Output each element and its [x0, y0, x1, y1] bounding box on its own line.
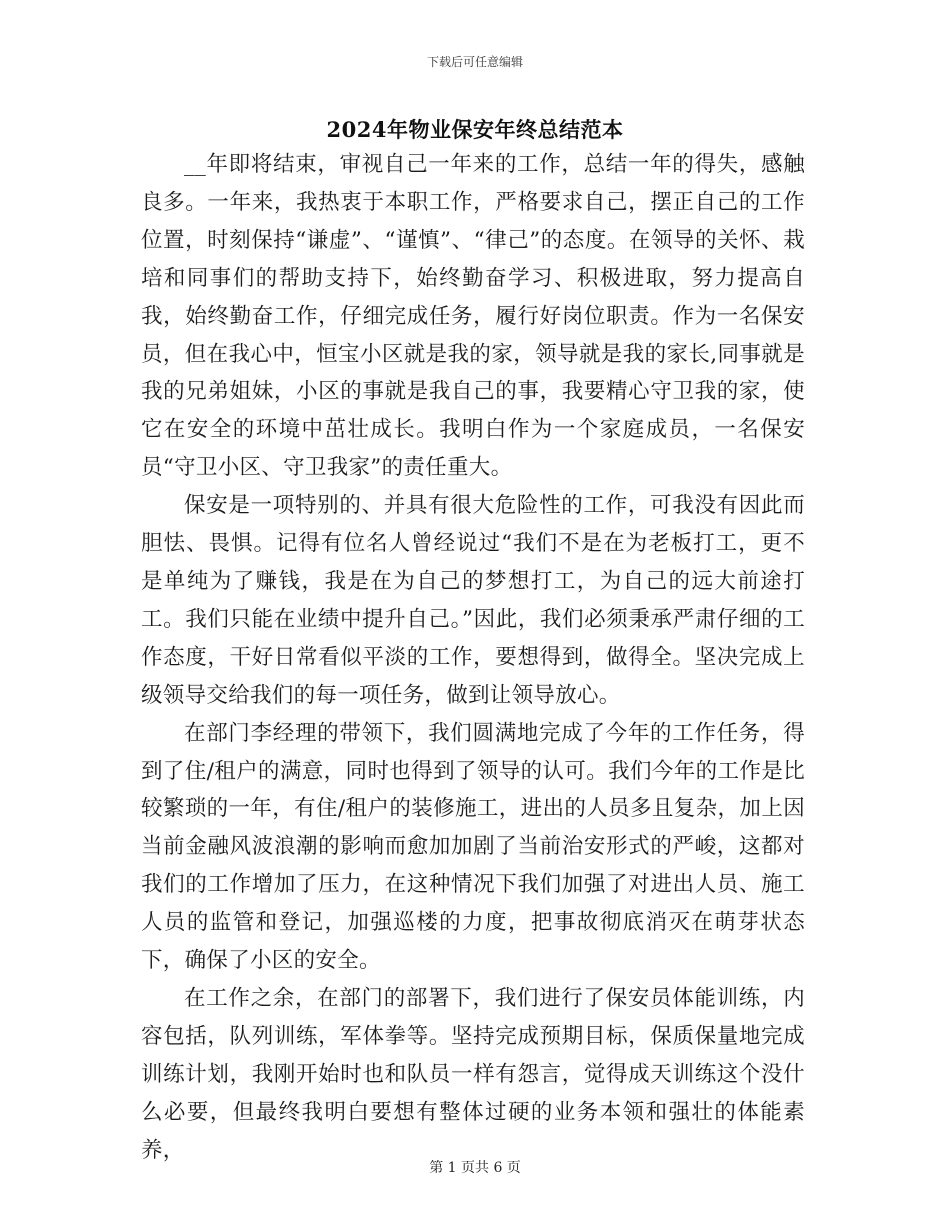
paragraph-3: 在部门李经理的带领下，我们圆满地完成了今年的工作任务，得到了住/租户的满意，同时也得到了领导的认可。我们今年的工作是比较繁琐的一年，有住/租户的装修施工，进出的人员多且复杂，加上因当前金融风波浪潮的影响而愈加加剧了当前治安形式的严峻，这都对我们的工作增加了压力，在这种情况下我们加强了对进出人员、施工人员的监管和登记，加强巡楼的力度，把事故彻底消灭在萌芽状态下，确保了小区的安全。: [141, 720, 805, 974]
paragraph-4: 在工作之余，在部门的部署下，我们进行了保安员体能训练，内容包括，队列训练，军体拳等。坚持完成预期目标，保质保量地完成训练计划，我刚开始时也和队员一样有怨言，觉得成天训练这个没什么必要，但最终我明白要想有整体过硬的业务本领和强壮的体能素养，: [141, 985, 805, 1163]
paragraph-2: 保安是一项特别的、并具有很大危险性的工作，可我没有因此而胆怯、畏惧。记得有位名人曾经说过“我们不是在为老板打工，更不是单纯为了赚钱，我是在为自己的梦想打工，为自己的远大前途打工。我们只能在业绩中提升自己。”因此，我们必须秉承严肃仔细的工作态度，干好日常看似平淡的工作，要想得到，做得全。坚决完成上级领导交给我们的每一项任务，做到让领导放心。: [141, 493, 805, 708]
document-title: 2024年物业保安年终总结范本: [326, 117, 624, 142]
paragraph-1: __年即将结束，审视自己一年来的工作，总结一年的得失，感触良多。一年来，我热衷于本职工作，严格要求自己，摆正自己的工作位置，时刻保持“谦虚”、“谨慎”、“律己”的态度。在领导的关怀、栽培和同事们的帮助支持下，始终勤奋学习、积极进取，努力提高自我，始终勤奋工作，仔细完成任务，履行好岗位职责。作为一名保安员，但在我心中，恒宝小区就是我的家，领导就是我的家长,同事就是我的兄弟姐妹，小区的事就是我自己的事，我要精心守卫我的家，使它在安全的环境中茁壮成长。我明白作为一个家庭成员，一名保安员“守卫小区、守卫我家”的责任重大。: [141, 152, 805, 481]
header-note: 下载后可任意编辑: [426, 55, 523, 69]
document-body: [141, 146, 805, 1169]
page-number-footer: 第 1 页共 6 页: [429, 1160, 521, 1176]
